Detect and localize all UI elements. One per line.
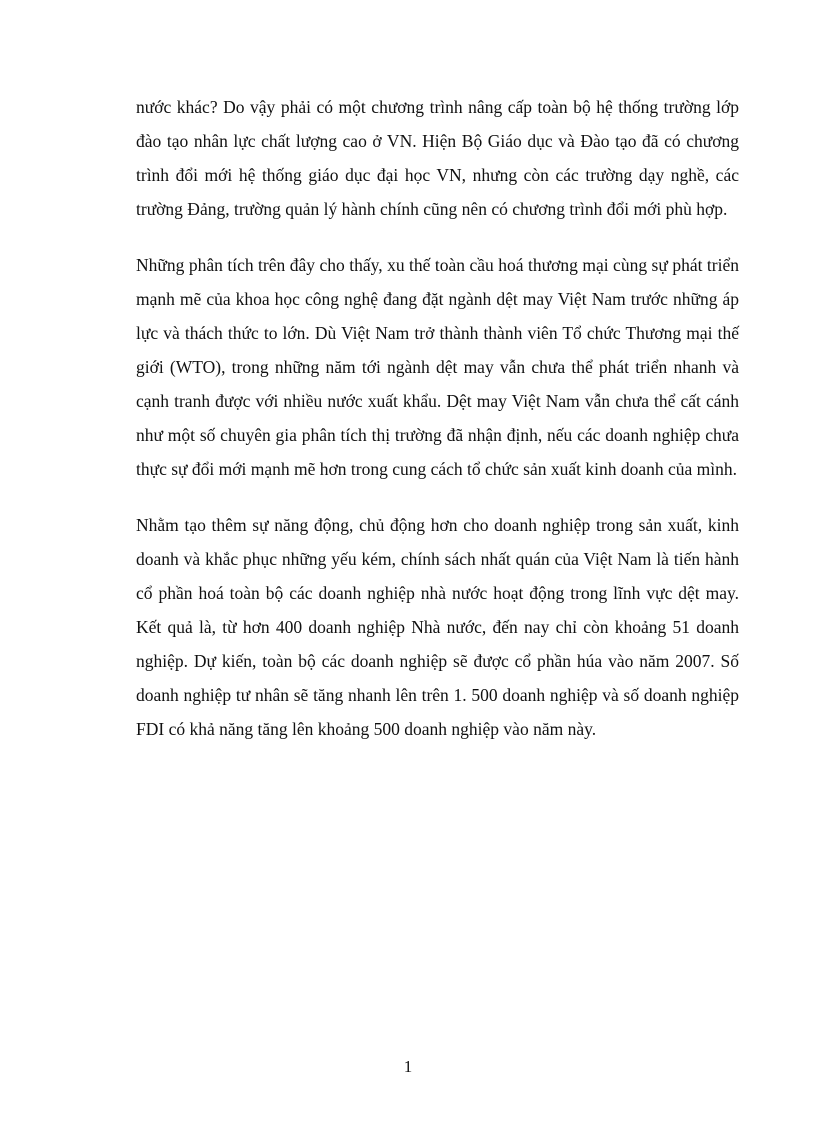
paragraph-2: Những phân tích trên đây cho thấy, xu thế toàn cầu hoá thương mại cùng sự phát triển mạnh mẽ của khoa học công nghệ đang đặt ngành dệt may Việt Nam trước những áp lực và thách thức to lớn. Dù Việt Nam trở thành thành viên Tổ chức Thương mại thế giới (WTO), trong những năm tới ngành dệt may vẫn chưa thể phát triển nhanh và cạnh tranh được với nhiều nước xuất khẩu. Dệt may Việt Nam vẫn chưa thể cất cánh như một số chuyên gia phân tích thị trường đã nhận định, nếu các doanh nghiệp chưa thực sự đổi mới mạnh mẽ hơn trong cung cách tổ chức sản xuất kinh doanh của mình. bbox=[136, 255, 739, 479]
page-number: 1 bbox=[403, 1057, 413, 1076]
paragraph-1: nước khác? Do vậy phải có một chương trình nâng cấp toàn bộ hệ thống trường lớp đào tạo nhân lực chất lượng cao ở VN. Hiện Bộ Giáo dục và Đào tạo đã có chương trình đổi mới hệ thống giáo dục đại học VN, nhưng còn các trường dạy nghề, các trường Đảng, trường quản lý hành chính cũng nên có chương trình đổi mới phù hợp. bbox=[136, 97, 739, 219]
body-text bbox=[136, 90, 739, 746]
paragraph-3: Nhằm tạo thêm sự năng động, chủ động hơn cho doanh nghiệp trong sản xuất, kinh doanh và khắc phục những yếu kém, chính sách nhất quán của Việt Nam là tiến hành cổ phần hoá toàn bộ các doanh nghiệp nhà nước hoạt động trong lĩnh vực dệt may. Kết quả là, từ hơn 400 doanh nghiệp Nhà nước, đến nay chỉ còn khoảng 51 doanh nghiệp. Dự kiến, toàn bộ các doanh nghiệp sẽ được cổ phần húa vào năm 2007. Số doanh nghiệp tư nhân sẽ tăng nhanh lên trên 1. 500 doanh nghiệp và số doanh nghiệp FDI có khả năng tăng lên khoảng 500 doanh nghiệp vào năm này. bbox=[136, 515, 739, 739]
